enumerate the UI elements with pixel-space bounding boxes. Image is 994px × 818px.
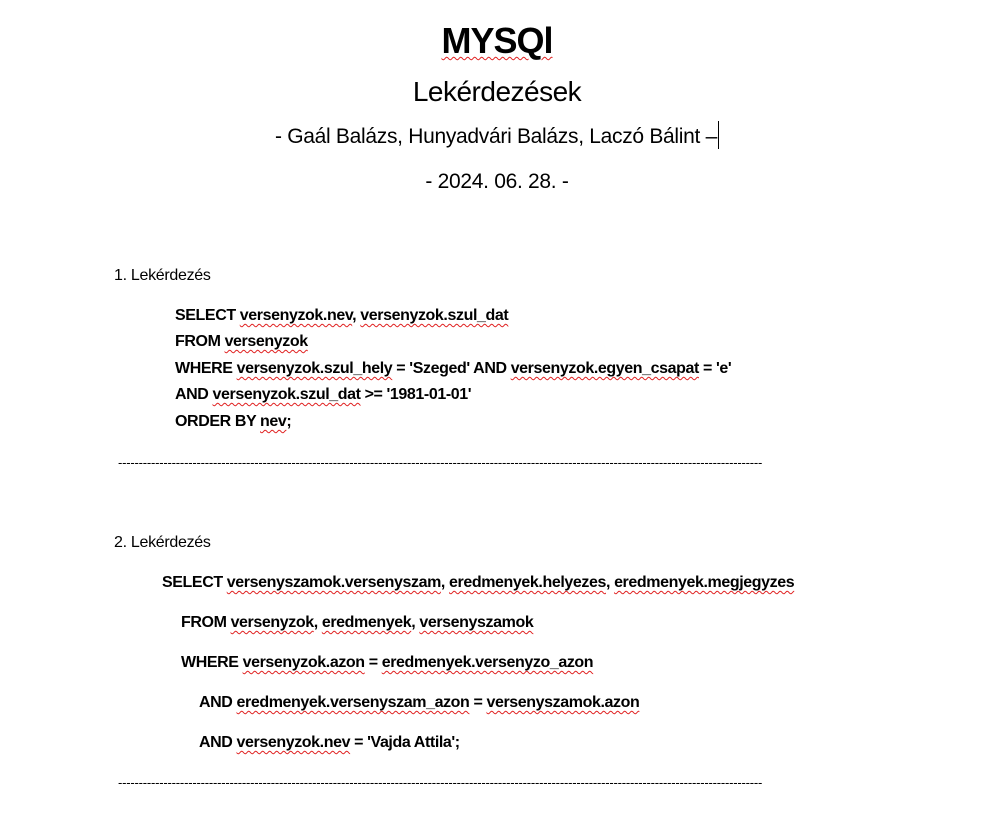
sql-keyword-text: ,: [313, 614, 322, 631]
document-title: MYSQl: [441, 20, 553, 61]
sql-keyword-text: ,: [440, 574, 450, 591]
separator-1: ------------------------------------------------------------------------------------------------------------------------------------------------------------: [118, 455, 763, 470]
sql-identifier: versenyszamok.azon: [486, 694, 640, 711]
text-cursor: [718, 121, 719, 149]
sql-keyword-text: AND: [199, 694, 237, 711]
sql-keyword-text: FROM: [181, 614, 231, 631]
sql-keyword-text: >= '1981-01-01': [360, 386, 472, 403]
sql-identifier: versenyzok.nev: [239, 307, 353, 324]
sql-identifier: eredmenyek.helyezes: [449, 574, 606, 591]
sql-keyword-text: SELECT: [162, 574, 227, 591]
sql-keyword-text: = 'e': [698, 360, 732, 377]
sql-line: [175, 333, 308, 351]
separator-2: ------------------------------------------------------------------------------------------------------------------------------------------------------------: [118, 775, 763, 790]
sql-line: [181, 614, 533, 632]
sql-identifier: versenyzok.azon: [242, 654, 365, 671]
sql-line: [175, 386, 471, 404]
sql-line: [162, 574, 794, 592]
sql-identifier: eredmenyek.versenyszam_azon: [236, 694, 470, 711]
sql-identifier: eredmenyek.megjegyzes: [614, 574, 795, 591]
authors-line: - Gaál Balázs, Hunyadvári Balázs, Laczó Bálint –: [0, 121, 994, 149]
sql-keyword-text: WHERE: [175, 360, 237, 377]
sql-keyword-text: SELECT: [175, 307, 240, 324]
sql-identifier: versenyzok.szul_dat: [360, 307, 509, 324]
sql-identifier: versenyzok: [230, 614, 314, 631]
sql-keyword-text: WHERE: [181, 654, 243, 671]
sql-keyword-text: = 'Vajda Attila';: [350, 734, 460, 751]
sql-identifier: versenyzok.nev: [236, 734, 351, 751]
document-subtitle: Lekérdezések: [412, 76, 582, 107]
sql-identifier: nev: [260, 413, 287, 430]
sql-line: [175, 360, 731, 378]
sql-identifier: versenyzok.szul_hely: [236, 360, 393, 377]
sql-keyword-text: ,: [352, 307, 361, 324]
sql-keyword-text: ;: [286, 413, 292, 430]
sql-keyword-text: =: [364, 654, 382, 671]
sql-keyword-text: FROM: [175, 333, 225, 350]
sql-keyword-text: ,: [411, 614, 420, 631]
sql-keyword-text: =: [469, 694, 487, 711]
sql-identifier: versenyszamok.versenyszam: [226, 574, 441, 591]
sql-line: [199, 734, 460, 752]
sql-identifier: eredmenyek.versenyzo_azon: [381, 654, 594, 671]
sql-line: [175, 413, 291, 431]
sql-keyword-text: ORDER BY: [175, 413, 261, 430]
sql-line: [175, 307, 508, 325]
sql-identifier: versenyzok: [224, 333, 308, 350]
sql-keyword-text: = 'Szeged' AND: [392, 360, 511, 377]
sql-identifier: versenyzok.szul_dat: [212, 386, 361, 403]
sql-keyword-text: AND: [199, 734, 237, 751]
sql-keyword-text: ,: [605, 574, 615, 591]
document-date: - 2024. 06. 28. -: [425, 170, 569, 193]
sql-line: [181, 654, 593, 672]
sql-identifier: versenyzok.egyen_csapat: [510, 360, 699, 377]
sql-keyword-text: AND: [175, 386, 213, 403]
sql-line: [199, 694, 639, 712]
query-1-heading: 1. Lekérdezés: [114, 267, 211, 284]
query-2-heading: 2. Lekérdezés: [114, 534, 211, 551]
sql-identifier: versenyszamok: [419, 614, 534, 631]
sql-identifier: eredmenyek: [321, 614, 412, 631]
